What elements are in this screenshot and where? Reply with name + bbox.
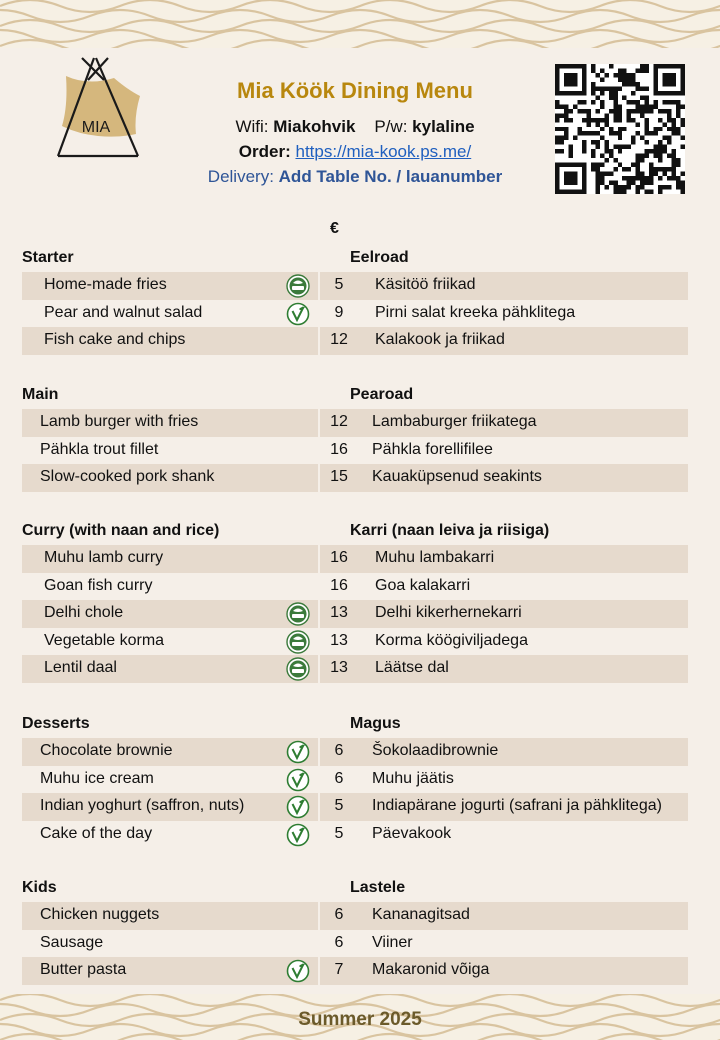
item-price-cell	[320, 628, 688, 656]
menu-item-row	[0, 437, 720, 465]
item-price: 12	[330, 331, 348, 348]
item-price-cell	[320, 902, 688, 930]
section-title-en: Main	[22, 386, 59, 403]
currency-header: €	[330, 220, 339, 237]
item-price: 16	[330, 576, 348, 594]
item-name-cell	[22, 738, 318, 766]
menu-item-row	[0, 327, 720, 355]
page-title: Mia Köök Dining Menu	[237, 78, 473, 103]
password-label: P/w:	[374, 117, 408, 136]
item-price: 9	[334, 303, 344, 321]
item-name-en: Sausage	[40, 933, 104, 951]
item-name-en: Chocolate brownie	[40, 742, 173, 759]
menu-item-row	[0, 793, 720, 821]
order-label: Order:	[238, 142, 291, 161]
item-name-en: Chicken nuggets	[40, 906, 160, 923]
item-name-cell	[22, 545, 318, 573]
section-title-et: Eelroad	[350, 249, 409, 266]
menu-item-row	[0, 766, 720, 794]
item-name-cell	[22, 272, 318, 300]
item-name-en: Delhi chole	[44, 604, 124, 621]
section-header	[0, 246, 720, 272]
item-name-et: Kananagitsad	[372, 906, 470, 923]
item-price-cell	[320, 821, 688, 849]
item-price-cell	[320, 300, 688, 328]
menu-item-row	[0, 300, 720, 328]
wifi-line	[170, 116, 540, 138]
item-name-cell	[22, 902, 318, 930]
menu-item-row	[0, 628, 720, 656]
vegetarian-v-icon	[286, 795, 310, 819]
item-name-en: Muhu lamb curry	[44, 549, 164, 566]
wifi-name: Miakohvik	[273, 117, 356, 136]
section-header	[0, 383, 720, 409]
vegan-badge-icon	[286, 602, 310, 626]
item-name-en: Home-made fries	[44, 276, 167, 293]
item-name-et: Šokolaadibrownie	[372, 742, 499, 759]
item-name-en: Muhu ice cream	[40, 769, 154, 787]
item-price-cell	[320, 545, 688, 573]
menu-item-row	[0, 902, 720, 930]
item-name-cell	[22, 930, 318, 958]
item-name-cell	[22, 300, 318, 328]
vegetarian-v-icon	[286, 740, 310, 764]
item-name-en: Goan fish curry	[44, 576, 153, 594]
menu-item-row	[0, 545, 720, 573]
delivery-value: Add Table No. / lauanumber	[278, 167, 503, 186]
item-price: 6	[334, 933, 344, 951]
vegetarian-v-icon	[286, 302, 310, 326]
vegetarian-v-icon	[286, 823, 310, 847]
delivery-line	[170, 166, 540, 188]
item-name-et: Makaronid võiga	[372, 961, 490, 978]
vegetarian-v-icon	[286, 959, 310, 983]
item-name-en: Lentil daal	[44, 659, 117, 676]
item-name-en: Pähkla trout fillet	[40, 440, 159, 458]
item-name-cell	[22, 573, 318, 601]
section-title-et: Lastele	[350, 879, 406, 896]
item-price: 6	[334, 906, 344, 923]
item-name-et: Päevakook	[372, 824, 452, 842]
menu-item-row	[0, 409, 720, 437]
section-title-et: Pearoad	[350, 386, 414, 403]
item-name-et: Viiner	[372, 933, 413, 951]
item-price-cell	[320, 600, 688, 628]
item-price-cell	[320, 437, 688, 465]
item-price: 15	[330, 468, 348, 485]
item-price-cell	[320, 655, 688, 683]
section-title-en: Desserts	[22, 715, 90, 732]
wifi-label: Wifi:	[235, 117, 269, 136]
item-name-cell	[22, 793, 318, 821]
item-price: 5	[334, 797, 344, 814]
item-name-et: Muhu jäätis	[372, 769, 454, 787]
menu-item-row	[0, 738, 720, 766]
item-price: 16	[330, 440, 348, 458]
logo-text: MIA	[81, 119, 111, 136]
item-name-et: Kauaküpsenud seakints	[372, 468, 542, 485]
item-name-en: Vegetable korma	[44, 631, 165, 649]
item-name-et: Korma köögiviljadega	[375, 631, 528, 649]
section-title-et: Magus	[350, 715, 401, 732]
item-price-cell	[320, 409, 688, 437]
item-name-en: Pear and walnut salad	[44, 303, 203, 321]
menu-item-row	[0, 957, 720, 985]
item-price-cell	[320, 464, 688, 492]
menu-section	[0, 519, 720, 683]
item-price-cell	[320, 957, 688, 985]
item-price: 6	[334, 742, 344, 759]
item-price: 5	[334, 824, 344, 842]
item-name-cell	[22, 409, 318, 437]
item-price-cell	[320, 327, 688, 355]
vegan-badge-icon	[286, 274, 310, 298]
item-name-et: Lambaburger friikatega	[372, 413, 537, 430]
item-name-et: Kalakook ja friikad	[375, 331, 505, 348]
item-name-et: Goa kalakarri	[375, 576, 471, 594]
item-price-cell	[320, 930, 688, 958]
menu-item-row	[0, 573, 720, 601]
item-price-cell	[320, 738, 688, 766]
item-name-cell	[22, 821, 318, 849]
item-name-cell	[22, 628, 318, 656]
section-title-en: Curry (with naan and rice)	[22, 522, 220, 539]
qr-code[interactable]	[555, 64, 685, 194]
item-name-et: Käsitöö friikad	[375, 276, 476, 293]
delivery-label: Delivery:	[207, 167, 274, 186]
vegan-badge-icon	[286, 657, 310, 681]
section-title-et: Karri (naan leiva ja riisiga)	[350, 522, 550, 539]
item-price: 5	[334, 276, 344, 293]
item-name-cell	[22, 600, 318, 628]
menu-section	[0, 246, 720, 355]
item-price: 16	[330, 549, 348, 566]
menu-item-row	[0, 655, 720, 683]
section-header	[0, 712, 720, 738]
item-name-en: Indian yoghurt (saffron, nuts)	[40, 797, 245, 814]
item-name-cell	[22, 327, 318, 355]
menu-section	[0, 876, 720, 985]
menu-item-row	[0, 272, 720, 300]
mia-logo	[48, 56, 158, 166]
section-header	[0, 519, 720, 545]
item-name-et: Indiapärane jogurti (safrani ja pähklitega)	[372, 797, 662, 814]
order-line	[170, 141, 540, 163]
menu-item-row	[0, 464, 720, 492]
item-name-cell	[22, 957, 318, 985]
order-link[interactable]: https://mia-kook.ps.me/	[295, 142, 472, 161]
menu-section	[0, 712, 720, 848]
section-header	[0, 876, 720, 902]
item-price-cell	[320, 573, 688, 601]
item-name-et: Pirni salat kreeka pähklitega	[375, 303, 576, 321]
item-name-et: Delhi kikerhernekarri	[375, 604, 522, 621]
item-name-en: Slow-cooked pork shank	[40, 468, 215, 485]
item-price: 13	[330, 631, 348, 649]
item-price-cell	[320, 272, 688, 300]
section-title-en: Kids	[22, 879, 57, 896]
item-name-en: Fish cake and chips	[44, 331, 186, 348]
section-title-en: Starter	[22, 249, 74, 266]
item-price: 13	[330, 659, 348, 676]
menu-section	[0, 383, 720, 492]
vegetarian-v-icon	[286, 768, 310, 792]
item-name-cell	[22, 766, 318, 794]
menu-item-row	[0, 600, 720, 628]
item-name-cell	[22, 437, 318, 465]
item-name-en: Butter pasta	[40, 961, 127, 978]
item-name-et: Pähkla forellifilee	[372, 440, 493, 458]
item-name-en: Lamb burger with fries	[40, 413, 199, 430]
item-name-cell	[22, 655, 318, 683]
item-price-cell	[320, 793, 688, 821]
footer-season: Summer 2025	[298, 1009, 422, 1030]
password-value: kylaline	[412, 117, 475, 136]
wave-border-top	[0, 0, 720, 48]
menu-item-row	[0, 930, 720, 958]
item-price: 13	[330, 604, 348, 621]
item-price-cell	[320, 766, 688, 794]
item-name-et: Muhu lambakarri	[375, 549, 495, 566]
item-name-cell	[22, 464, 318, 492]
item-price: 12	[330, 413, 348, 430]
item-name-et: Läätse dal	[375, 659, 449, 676]
menu-item-row	[0, 821, 720, 849]
item-price: 7	[334, 961, 344, 978]
menu-header	[170, 78, 540, 191]
item-name-en: Cake of the day	[40, 824, 153, 842]
vegan-badge-icon	[286, 630, 310, 654]
item-price: 6	[334, 769, 344, 787]
wave-pattern	[0, 0, 720, 48]
